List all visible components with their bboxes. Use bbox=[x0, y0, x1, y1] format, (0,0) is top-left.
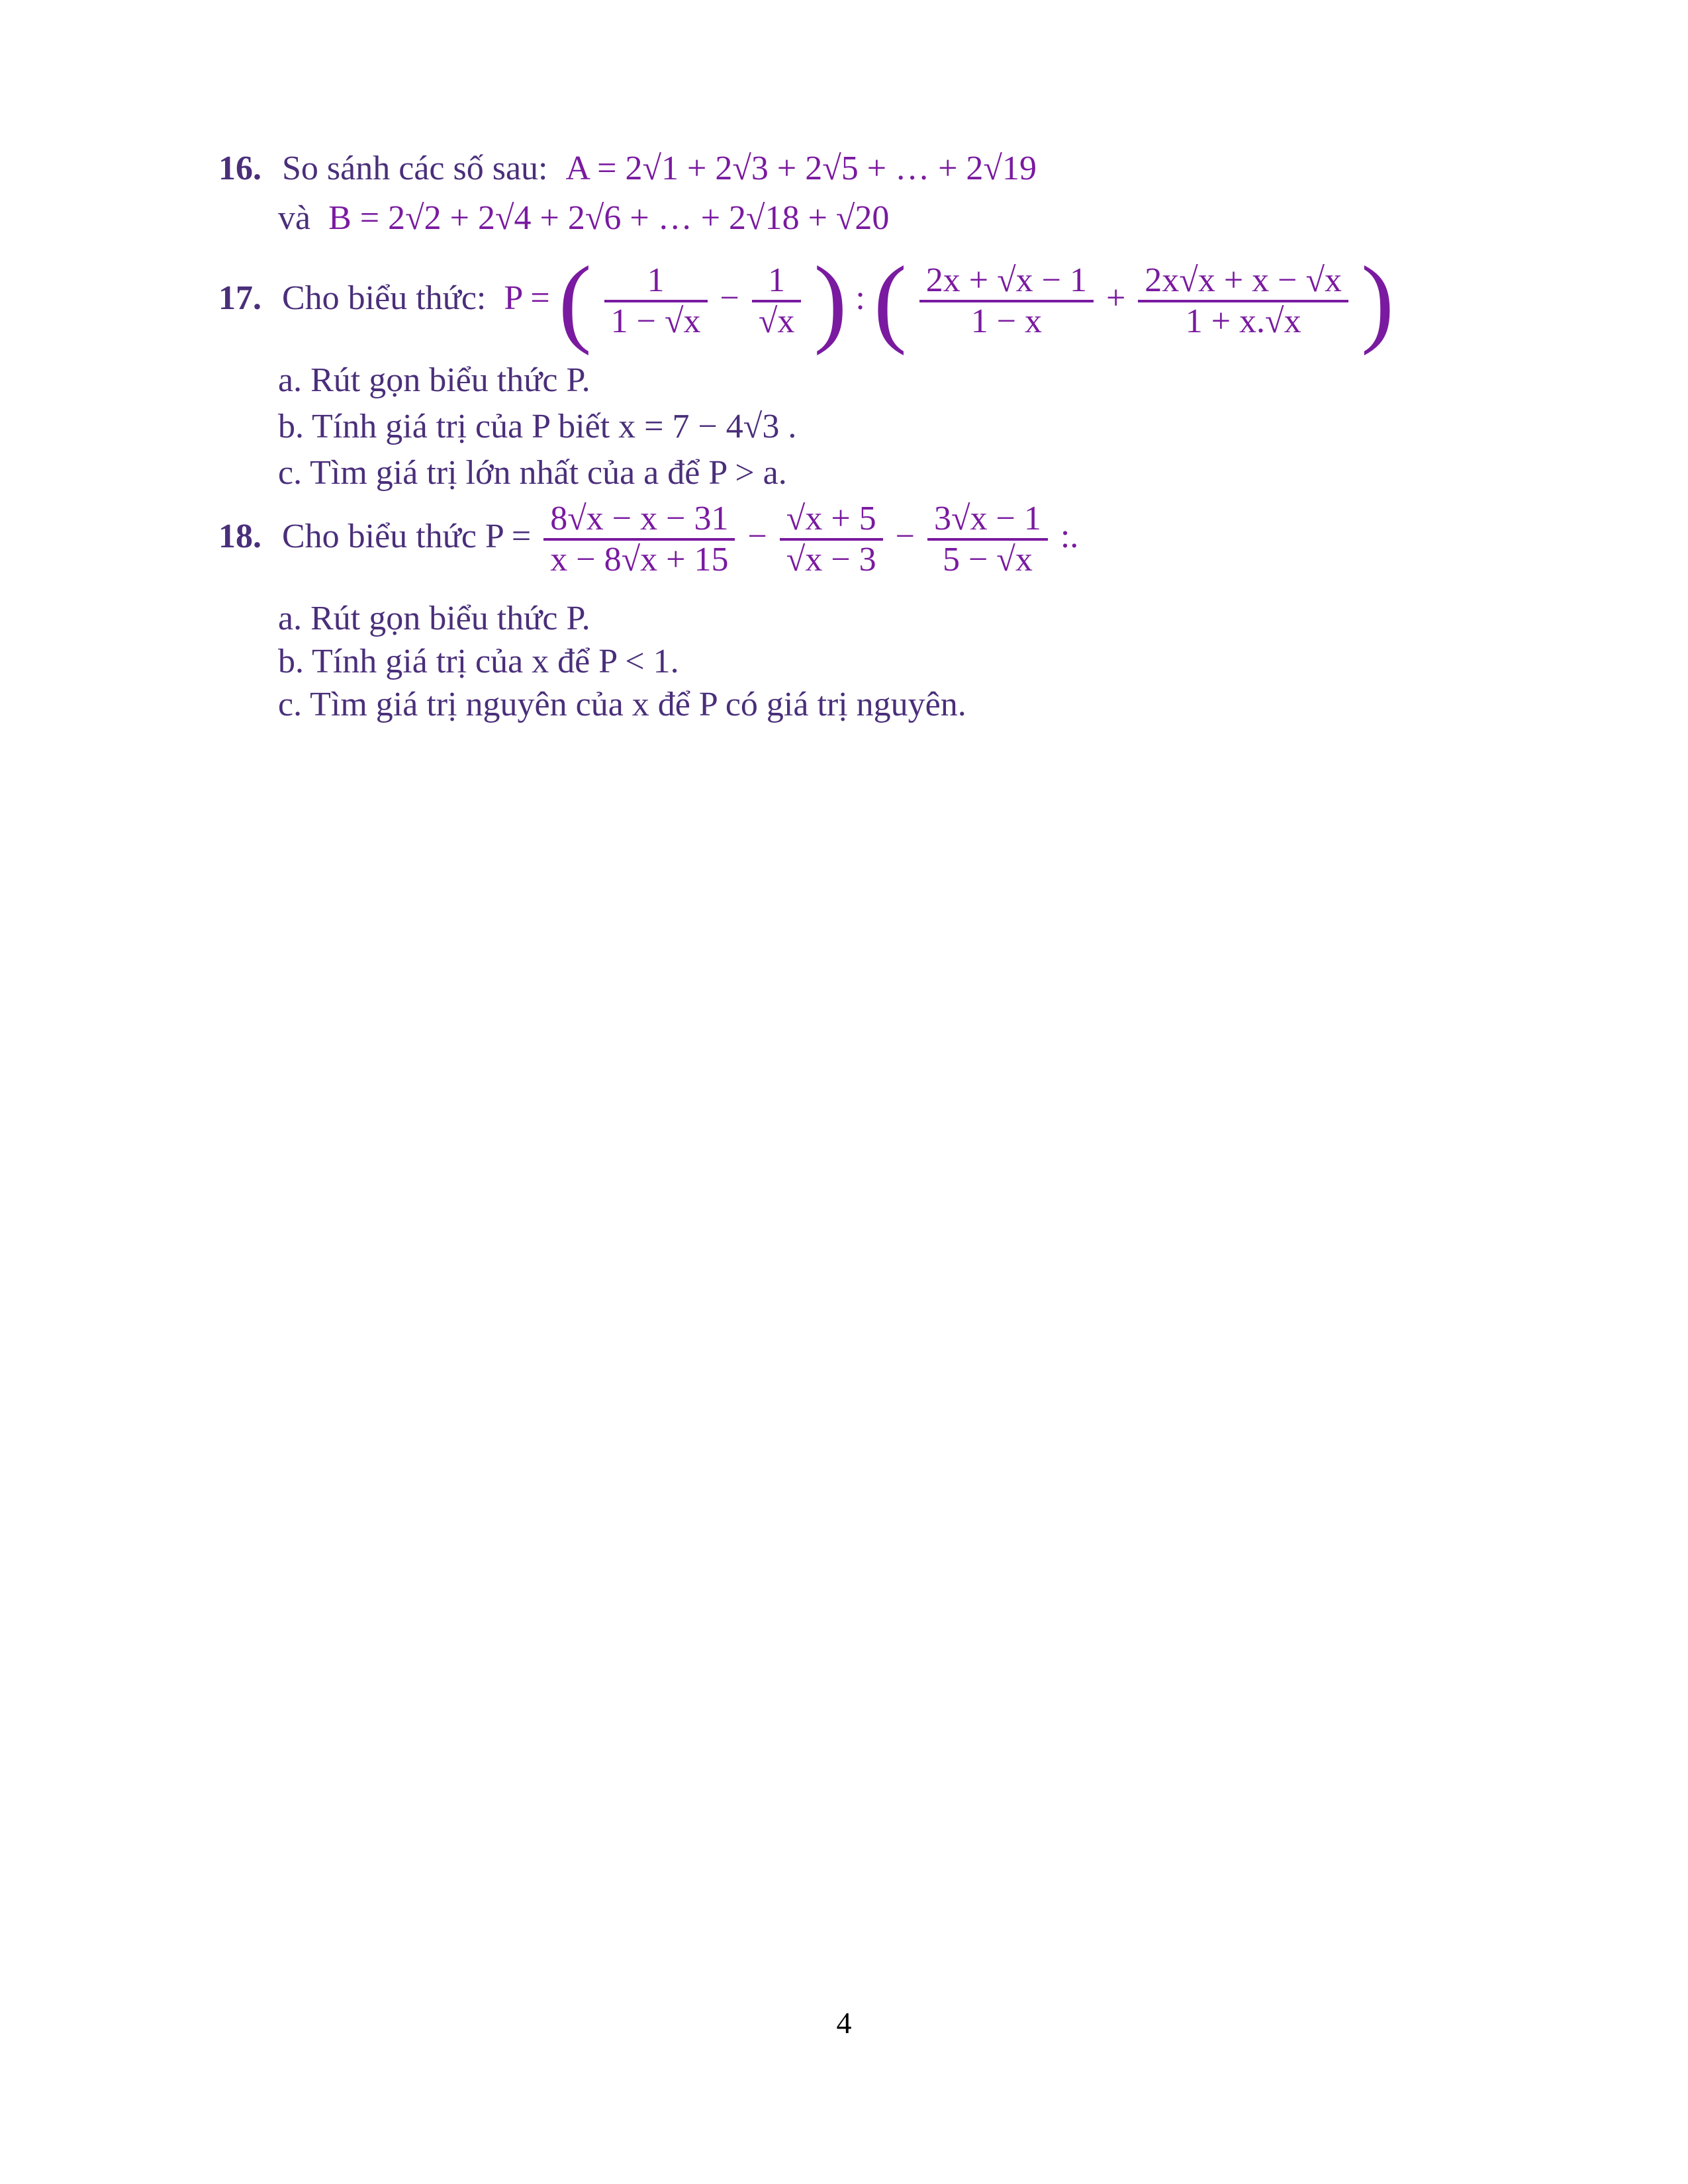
denominator: 1 + x.√x bbox=[1138, 300, 1348, 341]
operator: − bbox=[720, 279, 739, 317]
problem-18-formula-line bbox=[218, 500, 1078, 579]
problem-intro: Cho biểu thức: bbox=[282, 279, 487, 317]
fraction bbox=[927, 500, 1048, 579]
problem-number: 16. bbox=[218, 150, 261, 187]
item-text: c. Tìm giá trị lớn nhất của a để P > a. bbox=[278, 454, 787, 492]
fraction bbox=[919, 261, 1094, 341]
numerator: 3√x − 1 bbox=[933, 500, 1041, 537]
numerator: 8√x − x − 31 bbox=[550, 500, 729, 537]
formula-lhs: P = bbox=[504, 279, 550, 317]
item-text: a. Rút gọn biểu thức P. bbox=[278, 600, 590, 637]
problem-text: So sánh các số sau: bbox=[282, 150, 548, 187]
numerator: 1 bbox=[768, 261, 786, 299]
problem-number: 18. bbox=[218, 517, 261, 555]
problem-16-line-2 bbox=[278, 199, 889, 238]
problem-17-item-a bbox=[278, 361, 590, 400]
problem-18-item-b bbox=[278, 642, 679, 682]
problem-text: và bbox=[278, 199, 311, 237]
fraction bbox=[543, 500, 735, 579]
fraction bbox=[604, 261, 708, 341]
operator: : bbox=[855, 279, 865, 317]
operator: − bbox=[747, 517, 767, 555]
problem-intro: Cho biểu thức P = bbox=[282, 517, 532, 555]
problem-16-line-1 bbox=[218, 149, 1037, 189]
numerator: √x + 5 bbox=[786, 500, 876, 537]
fraction bbox=[1138, 261, 1348, 341]
denominator: √x − 3 bbox=[780, 538, 883, 579]
problem-18-item-a bbox=[278, 599, 590, 639]
problem-17-item-c bbox=[278, 453, 787, 493]
page-number: 4 bbox=[836, 2006, 852, 2040]
problem-17-formula-line bbox=[218, 246, 1394, 356]
denominator: √x bbox=[752, 300, 802, 341]
operator: − bbox=[895, 517, 915, 555]
numerator: 2x√x + x − √x bbox=[1145, 261, 1342, 299]
denominator: 1 − x bbox=[919, 300, 1094, 341]
math-expression: B = 2√2 + 2√4 + 2√6 + … + 2√18 + √20 bbox=[328, 199, 890, 237]
denominator: x − 8√x + 15 bbox=[543, 538, 735, 579]
problem-18-item-c bbox=[278, 685, 966, 725]
fraction bbox=[752, 261, 802, 341]
item-text: c. Tìm giá trị nguyên của x để P có giá trị nguyên. bbox=[278, 686, 966, 723]
operator: + bbox=[1105, 279, 1126, 317]
denominator: 1 − √x bbox=[604, 300, 708, 341]
fraction bbox=[780, 500, 883, 579]
item-text: b. Tính giá trị của x để P < 1. bbox=[278, 643, 679, 680]
math-expression: A = 2√1 + 2√3 + 2√5 + … + 2√19 bbox=[565, 150, 1037, 187]
item-text: a. Rút gọn biểu thức P. bbox=[278, 361, 590, 399]
item-text: b. Tính giá trị của P biết x = 7 − 4√3 . bbox=[278, 408, 797, 445]
problem-17-item-b bbox=[278, 407, 796, 447]
right-paren: ) bbox=[814, 246, 847, 356]
numerator: 1 bbox=[647, 261, 665, 299]
numerator: 2x + √x − 1 bbox=[925, 261, 1087, 299]
formula-tail: :. bbox=[1060, 517, 1079, 555]
problem-number: 17. bbox=[218, 279, 261, 317]
left-paren: ( bbox=[873, 246, 907, 356]
right-paren: ) bbox=[1361, 246, 1394, 356]
denominator: 5 − √x bbox=[927, 538, 1048, 579]
left-paren: ( bbox=[558, 246, 592, 356]
